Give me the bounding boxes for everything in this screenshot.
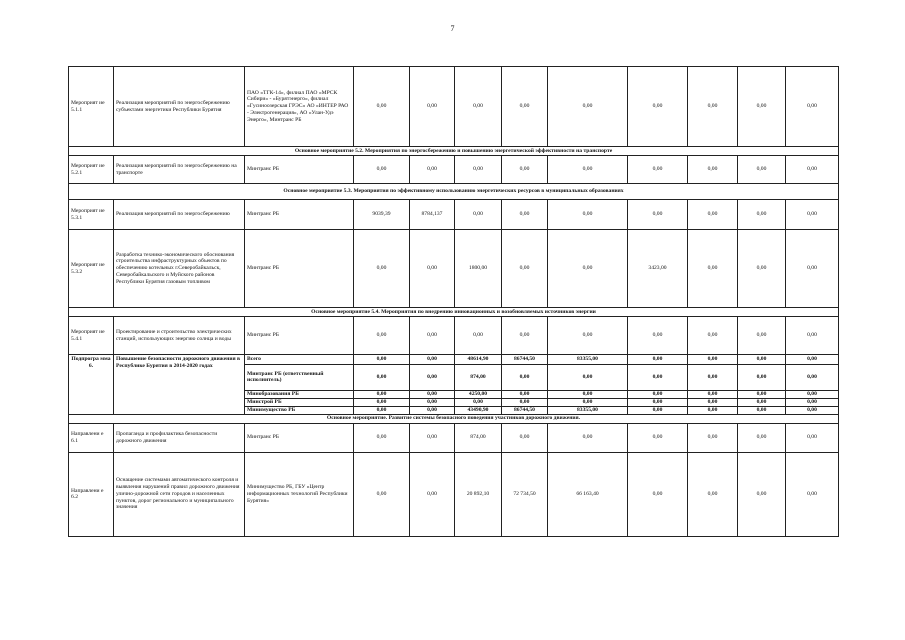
value-cell: 0,00 — [688, 230, 738, 308]
budget-table — [68, 66, 839, 537]
value-cell: 0,00 — [688, 317, 738, 355]
row-code: Мероприят ие 5.3.1 — [69, 200, 114, 230]
value-cell: 0,00 — [628, 364, 688, 390]
value-cell: 0,00 — [628, 67, 688, 147]
value-cell: 0,00 — [688, 390, 738, 398]
value-cell: 0,00 — [410, 156, 455, 184]
row-executor: Минстрой РБ — [245, 398, 354, 406]
value-cell: 0,00 — [786, 398, 839, 406]
table-row — [69, 452, 839, 536]
value-cell: 0,00 — [786, 317, 839, 355]
row-name: Пропаганда и профилактика безопасности дорожного движения — [114, 423, 245, 452]
value-cell: 1800,00 — [455, 230, 502, 308]
section-title: Основное мероприятие. Развитие системы безопасного поведения участников дорожного движения. — [69, 414, 839, 423]
section-title: Основное мероприятие 5.3. Мероприятия по эффективному использованию энергетических ресурсов в муниципальных образованиях — [69, 184, 839, 200]
row-executor: Минтранс РБ (ответственный исполнитель) — [245, 364, 354, 390]
value-cell: 0,00 — [738, 398, 786, 406]
row-executor: Минтранс РБ — [245, 200, 354, 230]
value-cell: 0,00 — [410, 452, 455, 536]
row-executor: Минимущество РБ, ГБУ «Центр информационных технологий Республики Бурятия» — [245, 452, 354, 536]
value-cell: 0,00 — [502, 156, 548, 184]
value-cell: 0,00 — [738, 67, 786, 147]
value-cell: 0,00 — [548, 67, 628, 147]
row-code: Мероприят ие 5.2.1 — [69, 156, 114, 184]
table-row — [69, 230, 839, 308]
value-cell: 0,00 — [548, 317, 628, 355]
value-cell: 0,00 — [786, 406, 839, 414]
value-cell: 0,00 — [738, 355, 786, 365]
value-cell: 0,00 — [786, 200, 839, 230]
value-cell: 0,00 — [628, 452, 688, 536]
table-row — [69, 423, 839, 452]
value-cell: 0,00 — [628, 406, 688, 414]
table-row — [69, 200, 839, 230]
section-header-row — [69, 308, 839, 317]
subprogram-code: Подпрогра мма 6. — [69, 355, 114, 415]
value-cell: 0,00 — [688, 406, 738, 414]
row-executor: Минтранс РБ — [245, 230, 354, 308]
value-cell: 0,00 — [786, 423, 839, 452]
value-cell: 0,00 — [738, 230, 786, 308]
value-cell: 0,00 — [410, 67, 455, 147]
value-cell: 0,00 — [628, 317, 688, 355]
row-name: Реализация мероприятий по энергосбережению — [114, 200, 245, 230]
row-name: Проектирование и строительство электрических станций, использующих энергию солнца и воды — [114, 317, 245, 355]
value-cell: 0,00 — [502, 390, 548, 398]
row-code: Направлени е 6.1 — [69, 423, 114, 452]
value-cell: 0,00 — [455, 67, 502, 147]
value-cell: 0,00 — [548, 364, 628, 390]
value-cell: 43490,90 — [455, 406, 502, 414]
value-cell: 0,00 — [786, 230, 839, 308]
row-code: Направлени е 6.2 — [69, 452, 114, 536]
row-executor: Минимущество РБ — [245, 406, 354, 414]
value-cell: 0,00 — [502, 423, 548, 452]
value-cell: 0,00 — [502, 364, 548, 390]
value-cell: 83355,00 — [548, 406, 628, 414]
value-cell: 0,00 — [688, 364, 738, 390]
value-cell: 0,00 — [410, 364, 455, 390]
table-row — [69, 67, 839, 147]
row-executor: Минтранс РБ — [245, 423, 354, 452]
row-executor: Минтранс РБ — [245, 156, 354, 184]
value-cell: 0,00 — [502, 230, 548, 308]
value-cell: 0,00 — [455, 200, 502, 230]
value-cell: 0,00 — [548, 390, 628, 398]
value-cell: 0,00 — [688, 200, 738, 230]
value-cell: 0,00 — [354, 390, 410, 398]
value-cell: 0,00 — [738, 317, 786, 355]
value-cell: 0,00 — [548, 200, 628, 230]
value-cell: 0,00 — [688, 452, 738, 536]
value-cell: 0,00 — [628, 355, 688, 365]
section-header-row — [69, 147, 839, 156]
value-cell: 0,00 — [354, 355, 410, 365]
value-cell: 0,00 — [628, 398, 688, 406]
value-cell: 0,00 — [628, 156, 688, 184]
value-cell: 0,00 — [688, 423, 738, 452]
value-cell: 0,00 — [410, 390, 455, 398]
value-cell: 0,00 — [410, 317, 455, 355]
value-cell: 0,00 — [410, 355, 455, 365]
value-cell: 4250,00 — [455, 390, 502, 398]
value-cell: 874,00 — [455, 364, 502, 390]
value-cell: 874,00 — [455, 423, 502, 452]
value-cell: 0,00 — [354, 406, 410, 414]
value-cell: 0,00 — [354, 423, 410, 452]
value-cell: 0,00 — [786, 355, 839, 365]
value-cell: 0,00 — [354, 364, 410, 390]
value-cell: 0,00 — [628, 423, 688, 452]
table-row — [69, 156, 839, 184]
subprogram-row — [69, 355, 839, 365]
value-cell: 0,00 — [548, 423, 628, 452]
value-cell: 0,00 — [738, 156, 786, 184]
value-cell: 0,00 — [410, 230, 455, 308]
page-number: 7 — [450, 24, 455, 33]
value-cell: 0,00 — [688, 67, 738, 147]
value-cell: 20 892,10 — [455, 452, 502, 536]
value-cell: 0,00 — [354, 156, 410, 184]
value-cell: 0,00 — [502, 67, 548, 147]
value-cell: 0,00 — [410, 406, 455, 414]
value-cell: 0,00 — [628, 200, 688, 230]
value-cell: 0,00 — [548, 230, 628, 308]
value-cell: 83355,00 — [548, 355, 628, 365]
row-executor: Всего — [245, 355, 354, 365]
row-name: Разработка технико-экономического обоснования строительства инфраструктурных объектов по обеспечению котельных г.Северобайкальск, Северобайкальского и Муйского районов Республики Бурятия газовым топливом — [114, 230, 245, 308]
row-code: Мероприят ие 5.4.1 — [69, 317, 114, 355]
subprogram-name: Повышение безопасности дорожного движения в Республике Бурятия в 2014-2020 годах — [114, 355, 245, 415]
section-header-row — [69, 184, 839, 200]
section-header-row — [69, 414, 839, 423]
value-cell: 0,00 — [455, 317, 502, 355]
value-cell: 48614,90 — [455, 355, 502, 365]
value-cell: 0,00 — [502, 200, 548, 230]
value-cell: 0,00 — [688, 355, 738, 365]
value-cell: 0,00 — [548, 398, 628, 406]
value-cell: 0,00 — [548, 156, 628, 184]
value-cell: 0,00 — [410, 423, 455, 452]
value-cell: 0,00 — [502, 317, 548, 355]
section-title: Основное мероприятие 5.2. Мероприятия по энергосбережению и повышению энергетической эффективности на транспорте — [69, 147, 839, 156]
value-cell: 0,00 — [354, 398, 410, 406]
value-cell: 0,00 — [410, 398, 455, 406]
value-cell: 3423,00 — [628, 230, 688, 308]
row-executor: ПАО «ТГК-14», филиал ПАО «МРСК Сибири» - «Бурятэнерго», филиал «Гусиноозерская ГРЭС» АО «ИНТЕР РАО - Электрогенерация», АО «Улан-Удэ Энерго», Минтранс РБ — [245, 67, 354, 147]
value-cell: 0,00 — [786, 452, 839, 536]
value-cell: 0,00 — [354, 452, 410, 536]
value-cell: 0,00 — [628, 390, 688, 398]
row-name: Реализация мероприятий по энергосбережению субъектами энергетики Республики Бурятия — [114, 67, 245, 147]
value-cell: 0,00 — [354, 317, 410, 355]
row-executor: Минтранс РБ — [245, 317, 354, 355]
value-cell: 0,00 — [354, 67, 410, 147]
value-cell: 86744,50 — [502, 406, 548, 414]
row-code: Мероприят ие 5.3.2 — [69, 230, 114, 308]
value-cell: 0,00 — [502, 398, 548, 406]
value-cell: 0,00 — [688, 398, 738, 406]
value-cell: 8784,137 — [410, 200, 455, 230]
row-executor: Минобразования РБ — [245, 390, 354, 398]
value-cell: 0,00 — [455, 398, 502, 406]
value-cell: 0,00 — [738, 406, 786, 414]
value-cell: 0,00 — [786, 390, 839, 398]
table-row — [69, 317, 839, 355]
value-cell: 66 163,40 — [548, 452, 628, 536]
value-cell: 0,00 — [738, 390, 786, 398]
section-title: Основное мероприятие 5.4. Мероприятия по внедрению инновационных и возобновляемых источников энергии — [69, 308, 839, 317]
value-cell: 0,00 — [786, 364, 839, 390]
value-cell: 0,00 — [738, 364, 786, 390]
row-name: Реализация мероприятий по энергосбережению на транспорте — [114, 156, 245, 184]
value-cell: 72 734,50 — [502, 452, 548, 536]
value-cell: 0,00 — [688, 156, 738, 184]
value-cell: 86744,50 — [502, 355, 548, 365]
value-cell: 9039,39 — [354, 200, 410, 230]
value-cell: 0,00 — [738, 452, 786, 536]
value-cell: 0,00 — [738, 200, 786, 230]
row-code: Мероприят ие 5.1.1 — [69, 67, 114, 147]
row-name: Оснащение системами автоматического контроля и выявления нарушений правил дорожного движения улично-дорожной сети городов и населенных пунктов, дорог регионального и муниципального значения — [114, 452, 245, 536]
value-cell: 0,00 — [786, 156, 839, 184]
value-cell: 0,00 — [354, 230, 410, 308]
value-cell: 0,00 — [738, 423, 786, 452]
value-cell: 0,00 — [455, 156, 502, 184]
value-cell: 0,00 — [786, 67, 839, 147]
